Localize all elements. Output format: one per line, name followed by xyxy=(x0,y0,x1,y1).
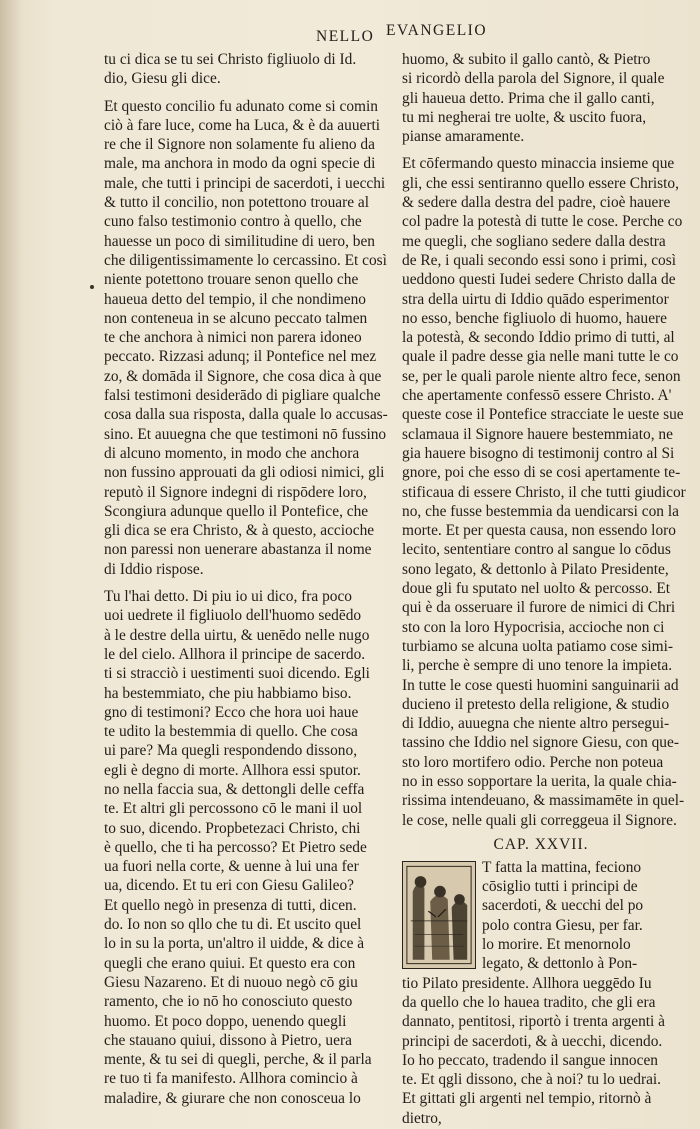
text-line: te. Et qgli dissono, che à noi? tu lo uedrai. xyxy=(402,1071,662,1089)
text-line: T fatta la mattina, feciono xyxy=(482,858,642,876)
text-line: no, che fusse bestemmia da uendicarsi con la xyxy=(402,502,679,520)
text-line: & sedere dalla destra del padre, cioè hauere xyxy=(402,194,671,212)
text-line: ciò à fare luce, come ha Luca, & è da auuerti xyxy=(104,116,381,134)
text-line: dio, Giesu gli dice. xyxy=(104,70,221,88)
text-line: In tutte le cose questi huomini sanguinarii ad xyxy=(402,676,679,694)
text-line: falsi testimoni desiderādo di pigliare qualche xyxy=(104,387,381,405)
text-line: tu mi negherai tre uolte, & uscito fuora, xyxy=(402,108,647,126)
text-line: Giesu Nazareno. Et di nuouo negò cō giu xyxy=(104,973,358,991)
text-line: lo in su la porta, un'altro il uidde, & dice à xyxy=(104,935,365,953)
text-line: huomo. Et poco doppo, uenendo quegli xyxy=(104,1012,347,1030)
text-line: dannato, pentitosi, riportò i trenta argenti à xyxy=(402,1013,665,1031)
paragraph xyxy=(402,50,680,146)
text-line: doue gli fu sputato nel uolto & percosso. Et xyxy=(402,580,671,598)
text-line: che diligentissimamente lo cercassino. Et così xyxy=(104,251,387,269)
text-line: sono legato, & dettonlo à Pilato Presidente, xyxy=(402,560,669,578)
text-line: le del cielo. Allhora il principe de sacerdo. xyxy=(104,645,366,663)
text-line: quale il padre desse gia nelle mani tutte le co xyxy=(402,348,679,366)
text-line: & tutto il concilio, non potettono trouare al xyxy=(104,194,370,212)
paragraph xyxy=(402,154,686,829)
text-line: à le destre della uirtu, & uenēdo nelle nugo xyxy=(104,626,370,644)
text-line: sacerdoti, & uecchi del po xyxy=(482,897,644,915)
text-line: lecito, sententiare contro al sangue lo cōdus xyxy=(402,541,671,559)
paragraph xyxy=(104,587,388,1108)
text-line: di Iddio rispose. xyxy=(104,560,204,578)
text-line: ua, dicendo. Et tu eri con Giesu Galileo? xyxy=(104,877,355,895)
text-line: stra della uirtu di Iddio quādo esperimentor xyxy=(402,290,669,308)
text-line: re tuo ti fa manifesto. Allhora comincio à xyxy=(104,1070,358,1088)
paragraph xyxy=(104,97,388,579)
text-line: re che il Signore non solamente fu alieno da xyxy=(104,136,375,154)
left-column xyxy=(104,50,388,1108)
text-line: lo morire. Et menornolo xyxy=(482,936,631,954)
text-line: la potestà, & secondo Iddio primo di tutti, al xyxy=(402,329,675,347)
text-line: tu ci dica se tu sei Christo figliuolo di Id. xyxy=(104,51,357,68)
text-line: se, per le quali parole niente altro fece, senon xyxy=(402,367,681,385)
text-line: Et gittati gli argenti nel tempio, ritornò à xyxy=(402,1090,652,1108)
running-header-right: EVANGELIO xyxy=(386,22,488,39)
text-line: te. Et altri gli percossono cō le mani il uol xyxy=(104,800,363,818)
decorated-initial-image xyxy=(402,861,476,969)
text-line: legato, & dettonlo à Pon- xyxy=(482,955,638,973)
text-line: uoi uedrete il figliuolo dell'huomo sedēdo xyxy=(104,607,362,625)
text-line: Et quello negò in presenza di tutti, dicen. xyxy=(104,896,357,914)
text-line: principi de sacerdoti, & à uecchi, dicendo. xyxy=(402,1032,663,1050)
text-line: no esso, benche figliuolo di huomo, hauere xyxy=(402,309,667,327)
text-line: tio Pilato presidente. Allhora ueggēdo Iu xyxy=(402,974,652,992)
text-line: turbiamo se alcuna uolta patiamo cose simi- xyxy=(402,637,673,655)
text-line: di alcuno momento, in modo che anchora xyxy=(104,444,360,462)
text-line: gli haueua detto. Prima che il gallo canti, xyxy=(402,89,655,107)
text-line: si ricordò della parola del Signore, il quale xyxy=(402,70,665,88)
paragraph xyxy=(104,50,388,89)
text-line: gno di testimoni? Ecco che hora uoi haue xyxy=(104,703,359,721)
text-line: no in esso sopportare la uerita, la quale chia- xyxy=(402,772,677,790)
text-line: qui è da osseruare il furore de nimici di Chri xyxy=(402,599,676,617)
text-line: niente potettono trouare senon quello che xyxy=(104,271,359,289)
text-line: pianse amaramente. xyxy=(402,128,525,146)
text-line: gli, che essi sentiranno quello essere Christo, xyxy=(402,174,679,192)
text-line: mente, & tu sei di quegli, perche, & il parla xyxy=(104,1051,372,1069)
text-line: ui pare? Ma quegli respondendo dissono, xyxy=(104,742,358,760)
text-line: de Re, i quali secondo essi sono i primi, così xyxy=(402,251,677,269)
text-line: maladire, & giurare che non conosceua lo xyxy=(104,1089,361,1107)
right-column xyxy=(402,50,686,1128)
text-line: che apertamente confessō essere Christo. A' xyxy=(402,387,672,405)
text-line: egli è degno di morte. Allhora essi sputor. xyxy=(104,761,361,779)
text-line: cuno falso testimonio contro à quello, che xyxy=(104,213,362,231)
text-line: no nella faccia sua, & dettongli delle ceffa xyxy=(104,780,365,798)
right-column-text xyxy=(402,50,686,830)
text-line: cōsiglio tutti i principi de xyxy=(482,878,638,896)
chapter-heading: CAP. XXVII. xyxy=(493,835,589,853)
text-line: Et questo concilio fu adunato come si comin xyxy=(104,97,378,115)
text-line: Scongiura adunque quello il Pontefice, che xyxy=(104,502,369,520)
paragraph-break xyxy=(104,89,388,97)
margin-mark xyxy=(90,285,94,289)
text-line: da quello che lo hauea tradito, che gli era xyxy=(402,993,656,1011)
text-line: huomo, & subito il gallo cantò, & Pietro xyxy=(402,51,651,68)
text-line: male, che tutti i principi de sacerdoti, i uecchi xyxy=(104,174,386,192)
chapter-opening xyxy=(402,858,680,1128)
text-line: li, perche è sempre di uno tenore la impieta. xyxy=(402,657,673,675)
text-line: zo, & domāda il Signore, che cosa dica à que xyxy=(104,367,382,385)
text-line: di Iddio, auuegna che niente altro persegui- xyxy=(402,715,670,733)
text-line: do. Io non so qllo che tu di. Et uscito quel xyxy=(104,916,362,934)
text-line: queste cose il Pontefice stracciate le ueste sue xyxy=(402,406,684,424)
text-line: ueddono questi Iudei sedere Christo dalla de xyxy=(402,271,676,289)
woodcut-illustration xyxy=(403,862,475,968)
text-line: gli dica se era Christo, & à questo, accioche xyxy=(104,522,375,540)
text-line: ti si stracciò i uestimenti suoi dicendo. Egli xyxy=(104,665,370,683)
text-line: non fussino approuati da gli odiosi nimici, gli xyxy=(104,464,385,482)
running-header-left: NELLO xyxy=(316,28,375,45)
text-line: gnore, poi che esso di se cosi apertamente te- xyxy=(402,464,681,482)
page-edge-shadow xyxy=(0,0,22,1129)
text-line: polo contra Giesu, per far. xyxy=(482,916,643,934)
text-line: haueua detto del tempio, il che nondimeno xyxy=(104,290,366,308)
text-line: sino. Et auuegna che que testimoni nō fussino xyxy=(104,425,387,443)
text-line: me quegli, che sogliano sedere dalla destra xyxy=(402,232,666,250)
text-line: quegli che erano quiui. Et questo era con xyxy=(104,954,356,972)
text-line: rissima intendeuano, & massimamēte in quel- xyxy=(402,792,685,810)
chapter-text xyxy=(402,974,680,1128)
text-line: sclamaua il Signore hauere bestemmiato, ne xyxy=(402,425,673,443)
text-line: Io ho peccato, tradendo il sangue innocen xyxy=(402,1051,658,1069)
text-line: sto con la loro Hypocrisia, accioche non ci xyxy=(402,618,665,636)
text-line: ha bestemmiato, che piu habbiamo biso. xyxy=(104,684,352,702)
text-line: reputò il Signore indegni di rispōdere loro, xyxy=(104,483,367,501)
text-line: gia hauere bisogno di testimonij contro al Si xyxy=(402,444,675,462)
text-line: te udito la bestemmia di quello. Che cosa xyxy=(104,723,358,741)
text-line: te che anchora à nimici non parera idoneo xyxy=(104,329,362,347)
paragraph-break xyxy=(402,146,680,154)
text-line: Tu l'hai detto. Di piu io ui dico, fra poco xyxy=(104,588,353,606)
text-line: cosa dalla sua risposta, dalla quale lo accusas- xyxy=(104,406,388,424)
text-line: non paressi non uenerare abastanza il nome xyxy=(104,541,372,559)
text-line: Et cōfermando questo minaccia insieme que xyxy=(402,155,675,173)
text-line: tassino che Iddio nel signore Giesu, con que- xyxy=(402,734,679,752)
text-line: stificaua di essere Christo, il che tutti giudicor xyxy=(402,483,686,501)
text-line: to suo, dicendo. Propbetezaci Christo, chi xyxy=(104,819,361,837)
text-line: le cose, nelle quali gli correggeua il Signore. xyxy=(402,811,677,829)
text-line: è quello, che ti ha percosso? Et Pietro sede xyxy=(104,838,367,856)
text-line: sto loro mortifero odio. Perche non poteua xyxy=(402,753,664,771)
text-line: ducieno il pretesto della religione, & studio xyxy=(402,695,670,713)
paragraph-break xyxy=(104,579,388,587)
running-header xyxy=(0,22,700,48)
text-line: col padre la potestà di tutte le cose. Perche co xyxy=(402,213,683,231)
text-line: male, ma anchora in modo da ogni specie di xyxy=(104,155,376,173)
text-line: peccato. Rizzasi adunq; il Pontefice nel mez xyxy=(104,348,377,366)
text-line: non conteneua in se alcuno peccato talmen xyxy=(104,309,368,327)
text-line: ua fuori nella corte, & uenne à lui una fer xyxy=(104,858,359,876)
text-line: morte. Et per questa causa, non essendo loro xyxy=(402,522,676,540)
text-line: che stauano quiui, dissono à Pietro, uera xyxy=(104,1031,352,1049)
text-line: dietro, xyxy=(402,1109,442,1127)
text-line: hauesse un poco di similitudine di uero, ben xyxy=(104,232,375,250)
text-line: ramento, che io nō ho conosciuto questo xyxy=(104,993,353,1011)
